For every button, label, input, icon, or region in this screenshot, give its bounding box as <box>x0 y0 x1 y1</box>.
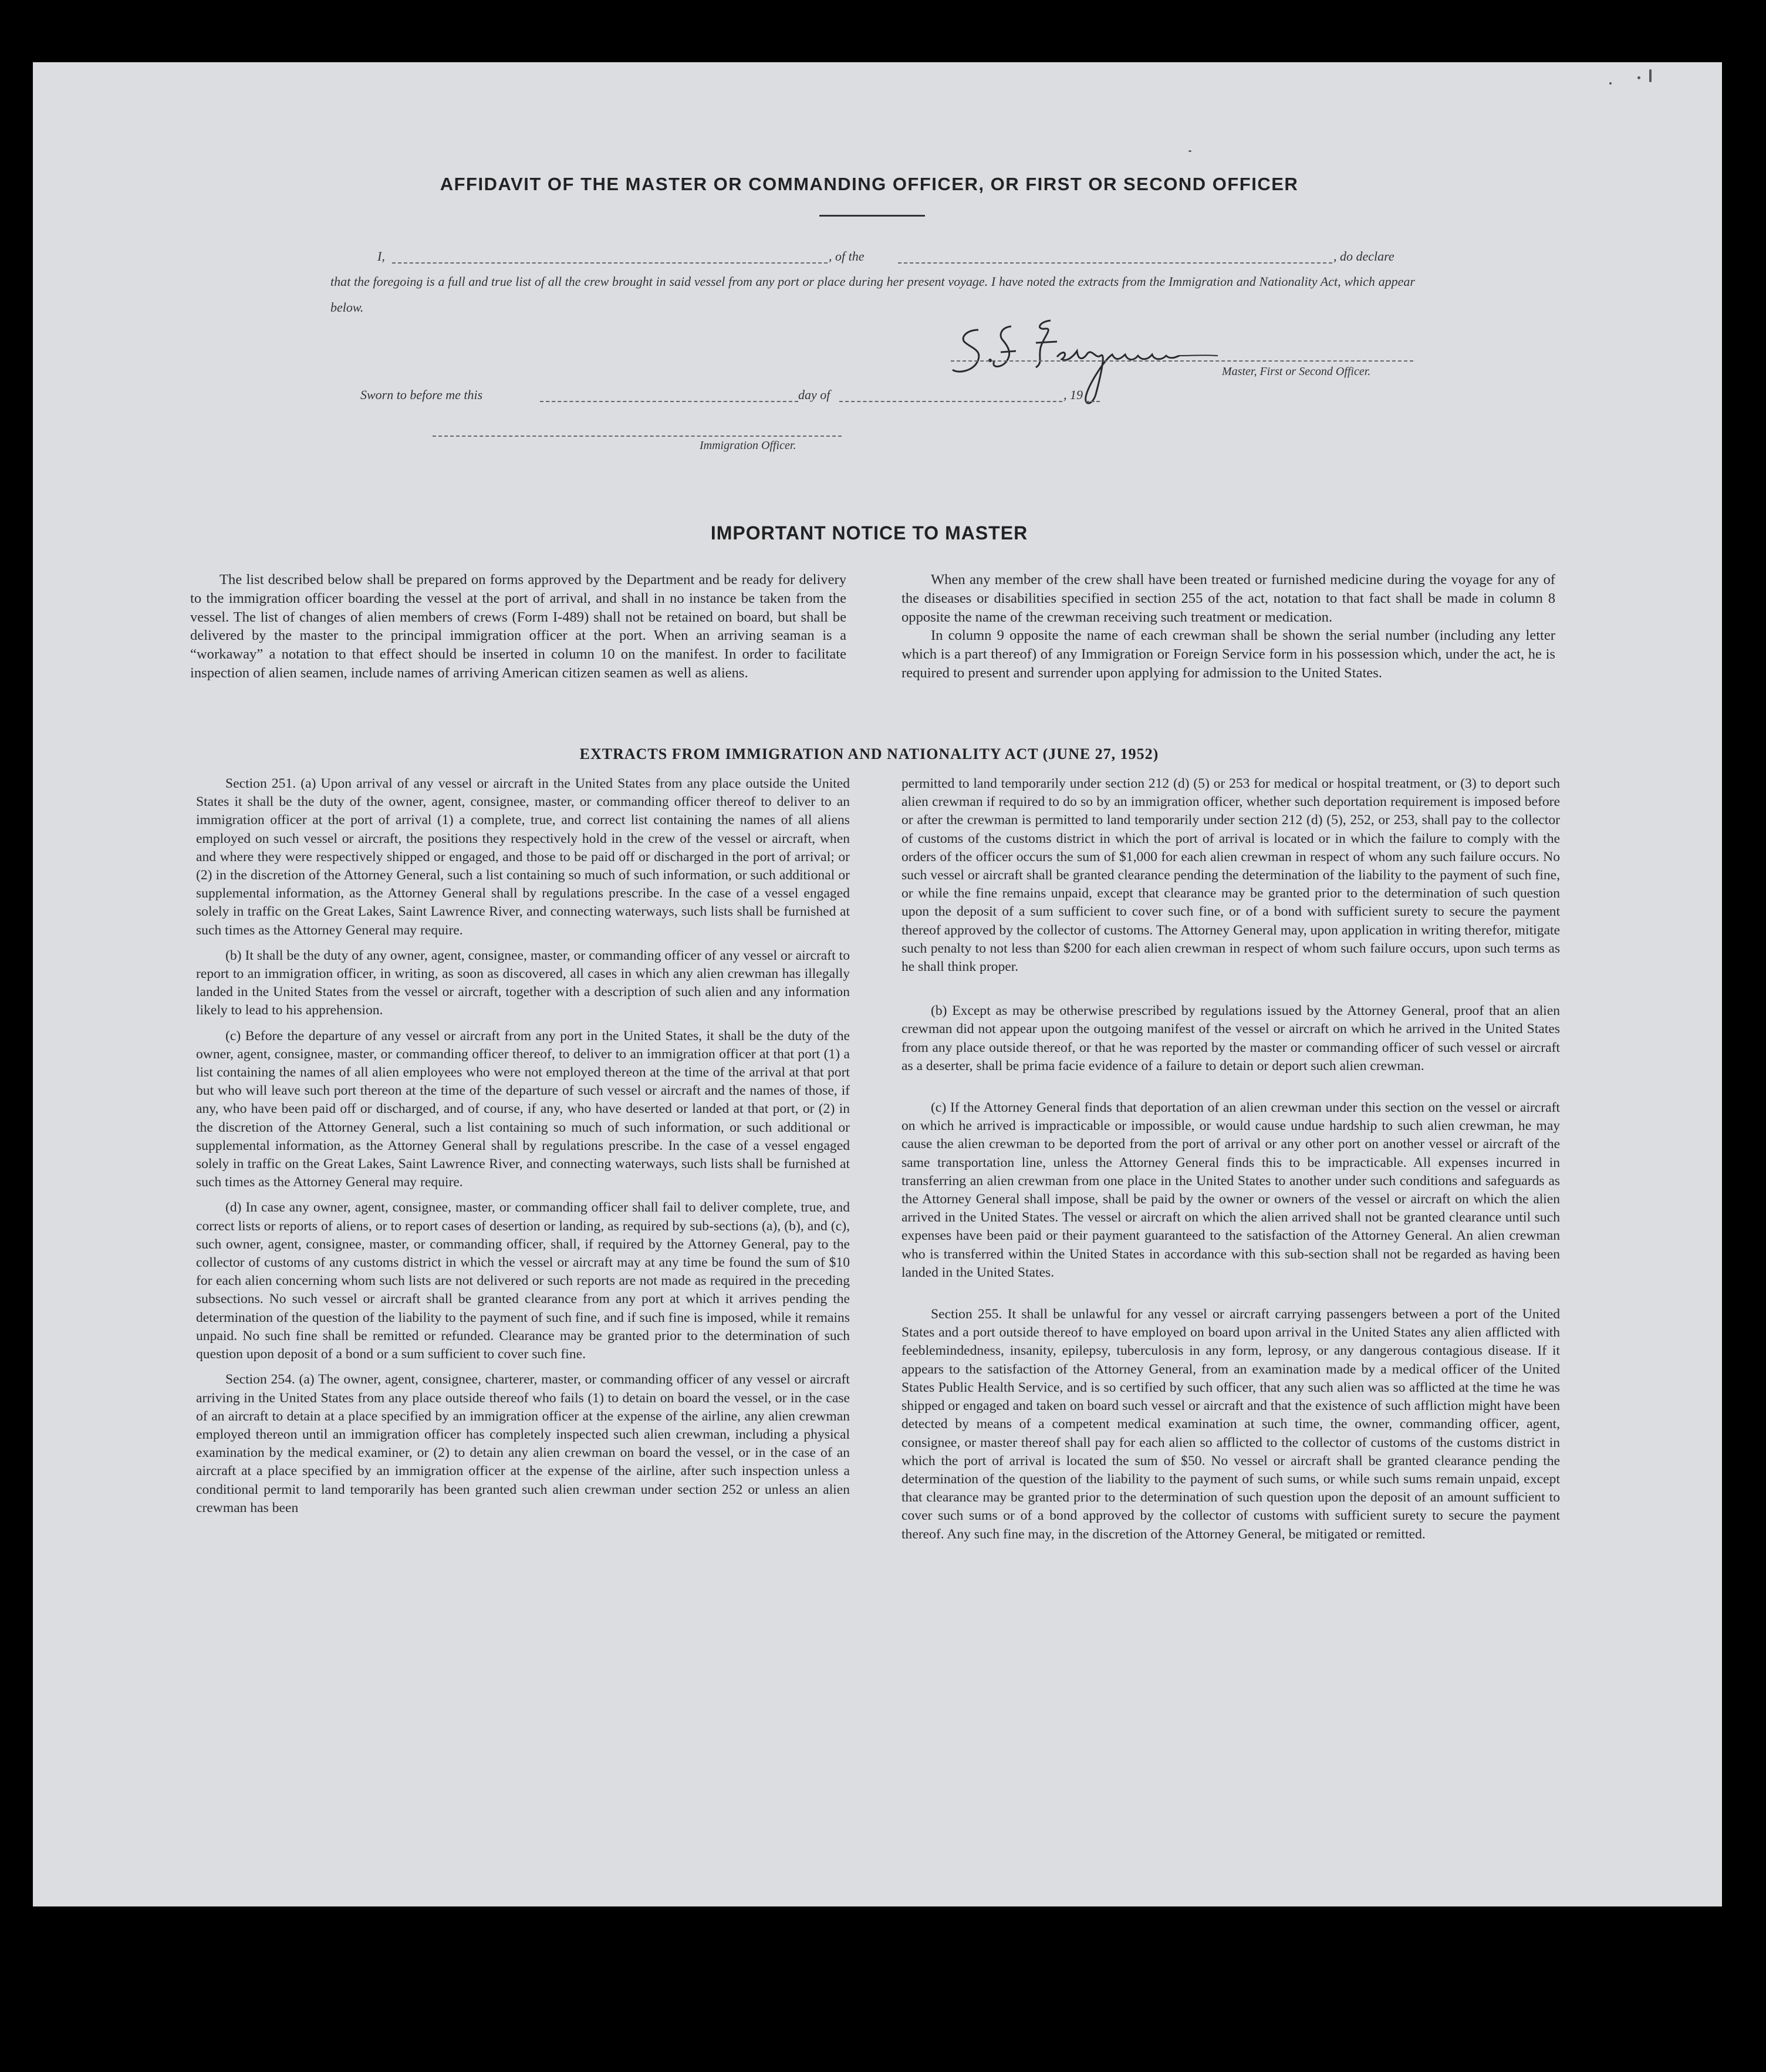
section-251-a: Section 251. (a) Upon arrival of any vessel or aircraft in the United States from any place outside the United States it shall be the duty of the owner, agent, consignee, master, or commanding officer thereof to deliver to an immigration officer at the port of arrival (1) a complete, true, and correct list containing the names of all aliens employed on such vessel or aircraft, the positions they respectively hold in the crew of the vessel or aircraft, when and where they were respectively shipped or engaged, and those to be paid off or discharged in the port of arrival; or (2) in the discretion of the Attorney General, such a list containing so much of such information, or such additional or supplemental information, as the Attorney General shall by regulations prescribe. In the case of a vessel engaged solely in traffic on the Great Lakes, Saint Lawrence River, and connecting waterways, such lists shall be furnished at such times as the Attorney General may require. <box>196 776 850 938</box>
section-251-d: (d) In case any owner, agent, consignee, master, or commanding officer shall fail to deliver complete, true, and correct lists or reports of aliens, or to report cases of desertion or landing, as required by sub-sections (a), (b), and (c), such owner, agent, consignee, master, or commanding officer, shall, if required by the Attorney General, pay to the collector of customs of any customs district in which the vessel or aircraft may at any time be found the sum of $10 for each alien concerning whom such lists are not delivered or such reports are not made as required in the preceding subsections. No such vessel or aircraft shall be granted clearance from any port at which it arrives pending the determination of the question of the liability to the payment of such fine, and if such fine is imposed, while it remains unpaid. No such fine shall be remitted or refunded. Clearance may be granted prior to the determination of such question upon deposit of a bond or a sum sufficient to cover such fine. <box>196 1200 850 1362</box>
section-254-a: Section 254. (a) The owner, agent, consignee, charterer, master, or commanding officer of any vessel or aircraft arriving in the United States from any place outside thereof who fails (1) to detain on board the vessel, or in the case of an aircraft to detain at a place specified by an immigration officer at the expense of the airline, any alien crewman employed thereon until an immigration officer has completely inspected such alien crewman, including a physical examination by the medical examiner, or (2) to detain any alien crewman on board the vessel, or in the case of an aircraft at a place specified by an immigration officer at the expense of the airline, after such inspection unless a conditional permit to land temporarily has been granted such alien crewman under section 252 or unless an alien crewman has been <box>196 1372 850 1516</box>
scan-speck <box>1188 150 1191 152</box>
notice-right-paragraph-1: When any member of the crew shall have been treated or furnished medicine during the voyage for any of the diseases or disabilities specified in section 255 of the act, notation to that fact shall be made in column 8 opposite the name of the crewman receiving such treatment or medication. <box>901 572 1555 625</box>
do-declare-label: , do declare <box>1333 249 1394 264</box>
extracts-left-column <box>196 775 850 1524</box>
notice-left <box>190 571 846 683</box>
signature <box>942 306 1247 412</box>
name-blank <box>392 262 828 264</box>
year-label: , 19 <box>1063 387 1083 402</box>
officer-label: Immigration Officer. <box>700 439 796 452</box>
sworn-label: Sworn to before me this <box>360 387 483 402</box>
year-blank <box>1086 401 1100 402</box>
scan-speck <box>1649 69 1652 82</box>
sworn-month-blank <box>839 401 1062 402</box>
signature-blank <box>951 360 1413 362</box>
affidavit-body: that the foregoing is a full and true list of all the crew brought in said vessel from any port or place during her present voyage. I have noted the extracts from the Immigration and Nationality Act, which appear below. <box>330 274 1415 315</box>
notice-left-paragraph: The list described below shall be prepared on forms approved by the Department and be ready for delivery to the immigration officer boarding the vessel at the port of arrival, and shall in no instance be taken from the vessel. The list of changes of alien members of crews (Form I-489) shall not be retained on board, but shall be delivered by the master to the principal immigration officer at the port. When an arriving seaman is a “workaway” a notation to that effect should be inserted in column 10 on the manifest. In order to facilitate inspection of alien seamen, include names of arriving American citizen seamen as well as aliens. <box>190 572 846 681</box>
section-254-b: (b) Except as may be otherwise prescribed by regulations issued by the Attorney General, proof that an alien crewman did not appear upon the outgoing manifest of the vessel or aircraft on which he arrived in the United States from any place outside thereof, or that he was reported by the master or commanding officer of such vessel or aircraft as a deserter, shall be prima facie evidence of a failure to detain or deport such alien crewman. <box>901 1003 1560 1074</box>
scan-speck <box>1637 76 1640 79</box>
affidavit-title: AFFIDAVIT OF THE MASTER OR COMMANDING OFFICER, OR FIRST OR SECOND OFFICER <box>440 174 1299 194</box>
officer-blank <box>433 436 842 437</box>
section-251-c: (c) Before the departure of any vessel or aircraft from any port in the United States, it shall be the duty of the owner, agent, consignee, master, or commanding officer thereof, to deliver to an immigration officer at that port (1) a list containing the names of all alien employees who were not employed thereon at the time of the arrival at that port but who will leave such port thereon at the time of the departure of such vessel or aircraft and the names of those, if any, who have been paid off or discharged, and of course, if any, who have deserted or landed at that port, or (2) in the discretion of the Attorney General, such a list containing so much of such information, or such additional or supplemental information, as the Attorney General shall by regulations prescribe. In the case of a vessel engaged solely in traffic on the Great Lakes, Saint Lawrence River, and connecting waterways, such lists shall be furnished at such times as the Attorney General may require. <box>196 1028 850 1190</box>
title-rule <box>819 215 925 217</box>
master-label: Master, First or Second Officer. <box>1222 365 1371 378</box>
of-the-label: , of the <box>829 249 865 264</box>
section-251-b: (b) It shall be the duty of any owner, agent, consignee, master, or commanding officer of any vessel or aircraft to report to an immigration officer, in writing, as soon as discovered, all cases in which any alien crewman has illegally landed in the United States from the vessel or aircraft, together with a description of such alien and any information likely to lead to his apprehension. <box>196 947 850 1018</box>
sworn-day-blank <box>540 401 798 402</box>
day-of-label: day of <box>798 387 830 402</box>
section-254-c: (c) If the Attorney General finds that deportation of an alien crewman under this section on the vessel or aircraft on which he arrived is impracticable or impossible, or would cause undue hardship to such alien crewman, he may cause the alien crewman to be deported from the port of arrival or any other port on another vessel or aircraft of the same transportation line, unless the Attorney General finds this to be impracticable. All expenses incurred in transferring an alien crewman from one place in the United States to another under such conditions and safeguards as the Attorney General shall impose, shall be paid by the owner or owners of the vessel or aircraft on which the alien arrived in the United States. The vessel or aircraft on which the alien arrived shall not be granted clearance until such expenses have been paid or their payment guaranteed to the satisfaction of the Attorney General. An alien crewman who is transferred within the United States in accordance with this sub-section shall not be regarded as having been landed in the United States. <box>901 1100 1560 1280</box>
section-255: Section 255. It shall be unlawful for any vessel or aircraft carrying passengers between a port of the United States and a port outside thereof to have employed on board upon arrival in the United States any alien afflicted with feeblemindedness, insanity, epilepsy, tuberculosis in any form, leprosy, or any dangerous contagious disease. If it appears to the satisfaction of the Attorney General, from an examination made by a medical officer of the United States Public Health Service, and is so certified by such officer, that any such alien was so afflicted at the time he was shipped or engaged and taken on board such vessel or aircraft and that the existence of such affliction might have been detected by means of a competent medical examination at such time, the owner, commanding officer, agent, consignee, or master thereof shall pay for each alien so afflicted to the collector of customs of the customs district in which the port of arrival is located the sum of $50. No vessel or aircraft shall be granted clearance pending the determination of the question of the liability to the payment of such sums, or while such sums remain unpaid, except that clearance may be granted prior to the determination of such question upon the deposit of an amount sufficient to cover such sums or of a bond approved by the collector of customs with sufficient surety to secure the payment thereof. Any such fine may, in the discretion of the Attorney General, be mitigated or remitted. <box>901 1307 1560 1542</box>
extracts-right-column <box>901 775 1560 1551</box>
notice-right-paragraph-2: In column 9 opposite the name of each crewman shall be shown the serial number (including any letter which is a part thereof) of any Immigration or Foreign Service form in his possession which, under the act, he is required to present and surrender upon applying for admission to the United States. <box>901 627 1555 681</box>
section-254-a-continued: permitted to land temporarily under section 212 (d) (5) or 253 for medical or hospital treatment, or (3) to deport such alien crewman if required to do so by an immigration officer, whether such deportation requirement is imposed before or after the crewman is permitted to land temporarily under section 212 (d) (5), 252, or 253, shall pay to the collector of customs of the customs district in which the port of arrival is located or in which the failure to comply with the orders of the officer occurs the sum of $1,000 for each alien crewman in respect of whom any such failure occurs. No such vessel or aircraft shall be granted clearance pending the determination of the liability to the payment of such fine, or while the fine remains unpaid, except that clearance may be granted prior to the determination of such question upon the deposit of a sum sufficient to cover such fine, or of a bond with sufficient surety to secure the payment thereof approved by the collector of customs. The Attorney General may, upon application in writing therefor, mitigate such penalty to not less than $200 for each alien crewman in respect of whom such failure occurs, upon such terms as he shall think proper. <box>901 776 1560 975</box>
notice-title: IMPORTANT NOTICE TO MASTER <box>710 522 1028 544</box>
vessel-blank <box>898 262 1332 264</box>
extracts-title: EXTRACTS FROM IMMIGRATION AND NATIONALITY ACT (JUNE 27, 1952) <box>579 745 1159 762</box>
notice-right <box>901 571 1555 683</box>
i-label: I, <box>377 249 385 264</box>
scan-speck <box>1609 82 1612 85</box>
